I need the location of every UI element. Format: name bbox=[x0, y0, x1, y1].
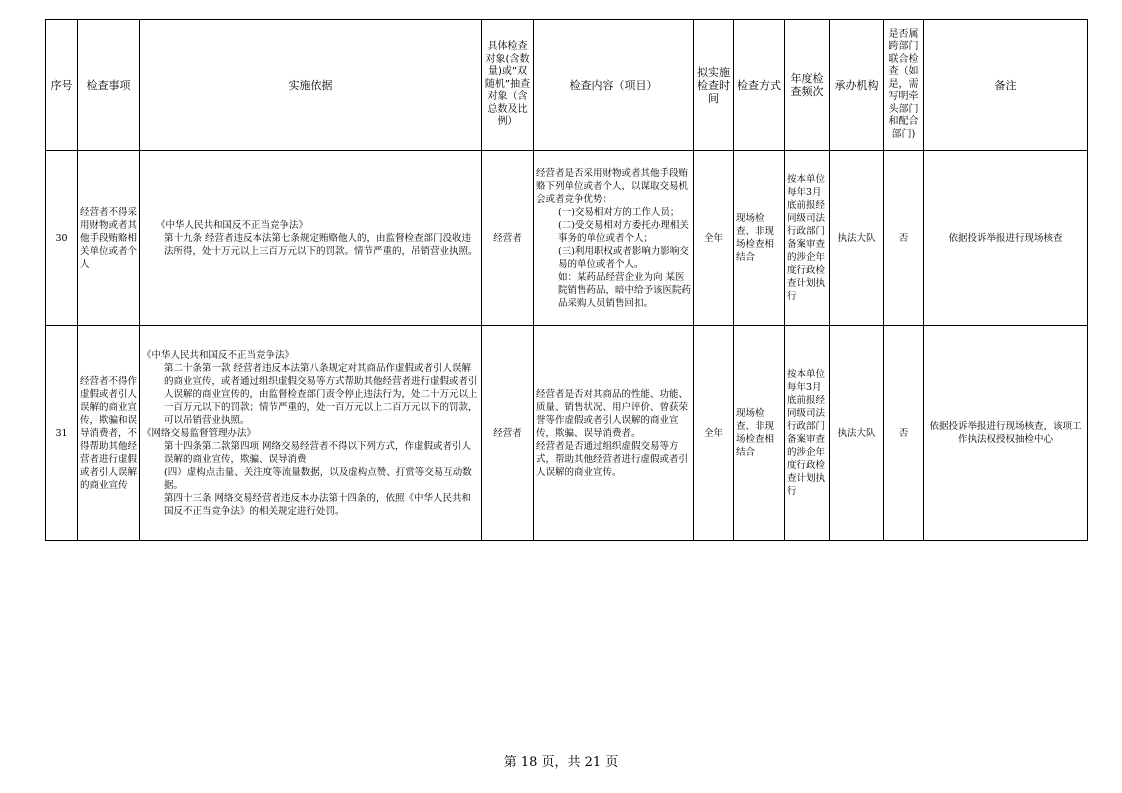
content-line: 如：某药品经营企业为向 某医院销售药品，暗中给予该医院药品采购人员销售回扣。 bbox=[558, 271, 692, 309]
header-row bbox=[46, 20, 1088, 151]
content-line: (一)交易相对方的工作人员； bbox=[558, 206, 680, 218]
basis-line: 《中华人民共和国反不正当竞争法》 bbox=[156, 219, 309, 231]
basis-line: 第四十三条 网络交易经营者违反本办法第十四条的，依照《中华人民共和国反不正当竞争法》的相关规定进行处罚。 bbox=[164, 492, 472, 517]
row-target: 经营者 bbox=[482, 326, 534, 541]
header-seq: 序号 bbox=[46, 20, 78, 151]
row-item: 经营者不得作虚假或者引人误解的商业宣传，欺骗和误导消费者，不得帮助其他经营者进行虚假或者引人误解的商业宣传 bbox=[78, 326, 140, 541]
row-time: 全年 bbox=[694, 326, 734, 541]
header-freq: 年度检查频次 bbox=[785, 20, 830, 151]
page-footer: 第 18 页，共 21 页 bbox=[503, 755, 619, 770]
row-joint: 否 bbox=[884, 326, 924, 541]
row-joint: 否 bbox=[884, 151, 924, 326]
header-joint: 是否属跨部门联合检查（如是，需写明牵头部门和配合部门) bbox=[884, 20, 924, 151]
row-seq: 30 bbox=[46, 151, 78, 326]
content-line: 经营者是否采用财物或者其他手段贿赂下列单位或者个人，以谋取交易机会或者竞争优势： bbox=[536, 167, 689, 205]
row-org: 执法大队 bbox=[830, 326, 884, 541]
row-note: 依据投诉举报进行现场核查，该项工作执法权授权抽检中心 bbox=[924, 326, 1088, 541]
row-method: 现场检查、非现场检查相结合 bbox=[734, 326, 785, 541]
header-target: 具体检查对象(含数量)或”双随机”抽查对象（含总数及比例） bbox=[482, 20, 534, 151]
table-row bbox=[46, 151, 1088, 326]
row-method: 现场检查、非现场检查相结合 bbox=[734, 151, 785, 326]
row-basis bbox=[140, 326, 482, 541]
basis-line: 第十九条 经营者违反本法第七条规定贿赂他人的，由监督检查部门没收违法所得，处十万元以上三百万元以下的罚款。情节严重的，吊销营业执照。 bbox=[164, 232, 478, 257]
header-org: 承办机构 bbox=[830, 20, 884, 151]
basis-line: 第十四条第二款第四项 网络交易经营者不得以下列方式，作虚假或者引人误解的商业宣传，欺骗、误导消费 bbox=[164, 440, 472, 465]
basis-line: 《网络交易监督管理办法》 bbox=[142, 427, 257, 439]
header-item: 检查事项 bbox=[78, 20, 140, 151]
basis-line: 《中华人民共和国反不正当竞争法》 bbox=[142, 349, 295, 361]
content-line: 经营者是否通过组织虚假交易等方式，帮助其他经营者进行虚假或者引人误解的商业宣传。 bbox=[536, 440, 689, 478]
inspection-table bbox=[45, 19, 1088, 541]
row-note: 依据投诉举报进行现场核查 bbox=[924, 151, 1088, 326]
row-freq: 按本单位每年3月底前报经同级司法行政部门备案审查的涉企年度行政检查计划执行 bbox=[785, 326, 830, 541]
content-line: (三)利用职权或者影响力影响交易的单位或者个人。 bbox=[558, 245, 689, 270]
header-time: 拟实施检查时间 bbox=[694, 20, 734, 151]
basis-line: (四）虚构点击量、关注度等流量数据，以及虚构点赞、打赏等交易互动数据。 bbox=[164, 466, 472, 491]
header-basis: 实施依据 bbox=[140, 20, 482, 151]
row-item: 经营者不得采用财物或者其他手段贿赂相关单位或者个人 bbox=[78, 151, 140, 326]
content-line: 经营者是否对其商品的性能、功能、质量、销售状况、用户评价、曾获荣誉等作虚假或者引人误解的商业宣传，欺骗、误导消费者。 bbox=[536, 388, 689, 439]
table-row bbox=[46, 326, 1088, 541]
row-content bbox=[534, 151, 694, 326]
row-seq: 31 bbox=[46, 326, 78, 541]
row-content bbox=[534, 326, 694, 541]
header-method: 检查方式 bbox=[734, 20, 785, 151]
row-freq: 按本单位每年3月底前报经同级司法行政部门备案审查的涉企年度行政检查计划执行 bbox=[785, 151, 830, 326]
header-content: 检查内容（项目） bbox=[534, 20, 694, 151]
row-org: 执法大队 bbox=[830, 151, 884, 326]
row-basis bbox=[140, 151, 482, 326]
row-time: 全年 bbox=[694, 151, 734, 326]
content-line: (二)受交易相对方委托办理相关事务的单位或者个人； bbox=[558, 219, 689, 244]
header-note: 备注 bbox=[924, 20, 1088, 151]
basis-line: 第二十条第一款 经营者违反本法第八条规定对其商品作虚假或者引人误解的商业宣传，或者通过组织虚假交易等方式帮助其他经营者进行虚假或者引人误解的商业宣传的，由监督检查部门责令停止违法行为，处二十万元以上一百万元以下的罚款；情节严重的，处一百万元以上二百万元以下的罚款，可以吊销营业执照。 bbox=[164, 362, 478, 426]
row-target: 经营者 bbox=[482, 151, 534, 326]
